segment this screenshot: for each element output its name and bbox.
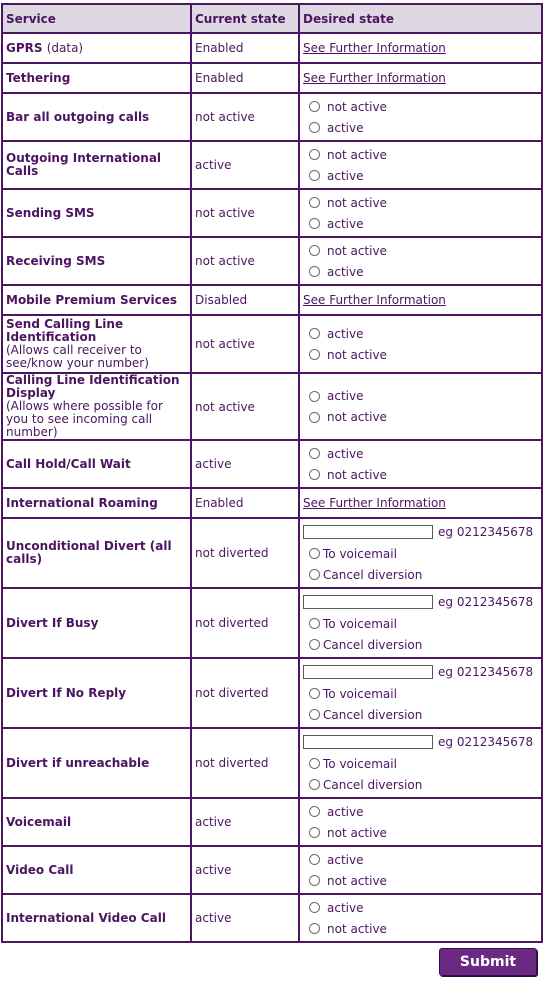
radio-button[interactable] <box>309 197 320 208</box>
radio-button[interactable] <box>309 469 320 480</box>
radio-button[interactable] <box>309 170 320 181</box>
radio-button[interactable] <box>309 448 320 459</box>
radio-option[interactable] <box>303 918 538 939</box>
current-state-cell: not active <box>191 93 299 141</box>
desired-state-cell <box>299 63 542 93</box>
radio-button[interactable] <box>309 101 320 112</box>
table-row <box>2 894 542 942</box>
current-state-cell: not diverted <box>191 588 299 658</box>
radio-option[interactable] <box>303 240 538 261</box>
desired-state-cell <box>299 846 542 894</box>
radio-label: active <box>327 852 364 867</box>
radio-option[interactable] <box>303 870 538 891</box>
desired-state-cell <box>299 33 542 63</box>
current-state-cell: active <box>191 798 299 846</box>
radio-option[interactable] <box>303 822 538 843</box>
service-cell <box>2 658 191 728</box>
desired-state-cell <box>299 285 542 315</box>
table-row <box>2 141 542 189</box>
radio-label: active <box>327 168 364 183</box>
current-state-cell: Enabled <box>191 488 299 518</box>
service-cell <box>2 728 191 798</box>
service-cell <box>2 315 191 373</box>
radio-label: not active <box>327 243 387 258</box>
service-cell <box>2 237 191 285</box>
radio-label: To voicemail <box>323 756 397 771</box>
radio-option[interactable] <box>303 261 538 282</box>
current-state-cell: not active <box>191 315 299 373</box>
radio-option[interactable] <box>303 165 538 186</box>
further-information-link[interactable]: See Further Information <box>303 71 446 85</box>
desired-state-cell <box>299 315 542 373</box>
radio-label: Cancel diversion <box>323 707 423 722</box>
services-table <box>1 3 543 943</box>
service-cell <box>2 588 191 658</box>
radio-label: not active <box>327 921 387 936</box>
further-information-link[interactable]: See Further Information <box>303 41 446 55</box>
radio-label: Cancel diversion <box>323 777 423 792</box>
radio-label: not active <box>327 873 387 888</box>
service-name: Calling Line Identification Display <box>6 373 180 400</box>
radio-label: active <box>327 216 364 231</box>
radio-option[interactable] <box>303 323 538 344</box>
service-name: Receiving SMS <box>6 253 106 268</box>
radio-label: Cancel diversion <box>323 567 423 582</box>
service-cell <box>2 846 191 894</box>
service-name: GPRS <box>6 40 43 55</box>
radio-label: To voicemail <box>323 616 397 631</box>
service-name: Call Hold/Call Wait <box>6 456 131 471</box>
service-cell <box>2 373 191 440</box>
header-current-state: Current state <box>191 4 299 33</box>
header-service: Service <box>2 4 191 33</box>
service-suffix: (data) <box>46 40 84 55</box>
service-cell <box>2 518 191 588</box>
table-row <box>2 518 542 588</box>
divert-number-example: eg 0212345678 <box>438 595 534 609</box>
radio-button[interactable] <box>309 548 320 559</box>
radio-option[interactable] <box>303 464 538 485</box>
service-name: Mobile Premium Services <box>6 292 178 307</box>
current-state-cell: not diverted <box>191 518 299 588</box>
service-cell <box>2 63 191 93</box>
radio-option[interactable] <box>303 344 538 365</box>
radio-label: To voicemail <box>323 686 397 701</box>
service-name: Video Call <box>6 862 74 877</box>
radio-button[interactable] <box>309 122 320 133</box>
table-row <box>2 728 542 798</box>
service-name: Sending SMS <box>6 205 95 220</box>
desired-state-cell <box>299 237 542 285</box>
service-cell <box>2 33 191 63</box>
service-name: Bar all outgoing calls <box>6 109 150 124</box>
further-information-link[interactable]: See Further Information <box>303 293 446 307</box>
desired-state-cell <box>299 488 542 518</box>
radio-label: Cancel diversion <box>323 637 423 652</box>
desired-state-cell <box>299 588 542 658</box>
table-row <box>2 93 542 141</box>
desired-state-cell <box>299 93 542 141</box>
table-row <box>2 33 542 63</box>
submit-button[interactable]: Submit <box>439 948 537 976</box>
current-state-cell: active <box>191 141 299 189</box>
radio-button[interactable] <box>309 902 320 913</box>
table-row <box>2 373 542 440</box>
service-cell <box>2 285 191 315</box>
radio-button[interactable] <box>309 827 320 838</box>
radio-label: active <box>327 900 364 915</box>
radio-button[interactable] <box>309 391 320 402</box>
current-state-cell: Disabled <box>191 285 299 315</box>
radio-label: active <box>327 326 364 341</box>
divert-radio-option[interactable] <box>303 543 538 564</box>
divert-radio-option[interactable] <box>303 774 538 795</box>
desired-state-cell <box>299 141 542 189</box>
divert-number-row <box>303 591 538 613</box>
service-name: Voicemail <box>6 814 72 829</box>
radio-button[interactable] <box>309 875 320 886</box>
service-cell <box>2 798 191 846</box>
radio-option[interactable] <box>303 386 538 407</box>
radio-label: active <box>327 264 364 279</box>
table-row <box>2 285 542 315</box>
radio-button[interactable] <box>309 266 320 277</box>
current-state-cell: not active <box>191 237 299 285</box>
divert-radio-option[interactable] <box>303 634 538 655</box>
radio-button[interactable] <box>309 639 320 650</box>
radio-button[interactable] <box>309 569 320 580</box>
radio-option[interactable] <box>303 192 538 213</box>
service-name: Divert if unreachable <box>6 755 150 770</box>
radio-button[interactable] <box>309 779 320 790</box>
desired-state-cell <box>299 728 542 798</box>
service-cell <box>2 189 191 237</box>
radio-button[interactable] <box>309 709 320 720</box>
radio-label: not active <box>327 467 387 482</box>
radio-button[interactable] <box>309 412 320 423</box>
service-name: International Video Call <box>6 910 166 925</box>
divert-number-example: eg 0212345678 <box>438 525 534 539</box>
service-name: International Roaming <box>6 495 158 510</box>
radio-button[interactable] <box>309 328 320 339</box>
service-cell <box>2 488 191 518</box>
radio-option[interactable] <box>303 96 538 117</box>
table-row <box>2 440 542 488</box>
radio-label: To voicemail <box>323 546 397 561</box>
table-header-row <box>2 4 542 33</box>
table-row <box>2 315 542 373</box>
radio-option[interactable] <box>303 144 538 165</box>
desired-state-cell <box>299 798 542 846</box>
radio-button[interactable] <box>309 854 320 865</box>
divert-number-row <box>303 661 538 683</box>
radio-option[interactable] <box>303 213 538 234</box>
divert-number-row <box>303 731 538 753</box>
service-name: Divert If No Reply <box>6 685 127 700</box>
radio-button[interactable] <box>309 245 320 256</box>
current-state-cell: not active <box>191 373 299 440</box>
table-row <box>2 798 542 846</box>
radio-button[interactable] <box>309 806 320 817</box>
current-state-cell: not diverted <box>191 658 299 728</box>
table-row <box>2 488 542 518</box>
table-row <box>2 846 542 894</box>
table-row <box>2 63 542 93</box>
divert-number-input[interactable] <box>303 525 433 539</box>
radio-label: active <box>327 120 364 135</box>
desired-state-cell <box>299 518 542 588</box>
radio-button[interactable] <box>309 618 320 629</box>
desired-state-cell <box>299 440 542 488</box>
table-row <box>2 189 542 237</box>
service-cell <box>2 93 191 141</box>
radio-option[interactable] <box>303 849 538 870</box>
current-state-cell: not diverted <box>191 728 299 798</box>
further-information-link[interactable]: See Further Information <box>303 496 446 510</box>
current-state-cell: active <box>191 440 299 488</box>
radio-label: active <box>327 804 364 819</box>
radio-label: not active <box>327 410 387 424</box>
service-name: Unconditional Divert (all calls) <box>6 539 172 566</box>
divert-radio-option[interactable] <box>303 704 538 725</box>
service-note: (Allows call receiver to see/know your number) <box>6 343 149 370</box>
divert-radio-option[interactable] <box>303 564 538 585</box>
divert-number-input[interactable] <box>303 665 433 679</box>
service-cell <box>2 894 191 942</box>
desired-state-cell <box>299 373 542 440</box>
radio-button[interactable] <box>309 688 320 699</box>
radio-label: not active <box>327 99 387 114</box>
radio-button[interactable] <box>309 758 320 769</box>
divert-number-input[interactable] <box>303 735 433 749</box>
divert-radio-option[interactable] <box>303 683 538 704</box>
radio-option[interactable] <box>303 801 538 822</box>
service-name: Outgoing International Calls <box>6 151 162 178</box>
header-desired-state: Desired state <box>299 4 542 33</box>
divert-number-example: eg 0212345678 <box>438 735 534 749</box>
desired-state-cell <box>299 894 542 942</box>
radio-option[interactable] <box>303 897 538 918</box>
table-row <box>2 588 542 658</box>
radio-label: not active <box>327 347 387 362</box>
radio-label: not active <box>327 195 387 210</box>
service-cell <box>2 440 191 488</box>
radio-label: not active <box>327 147 387 162</box>
service-name: Send Calling Line Identification <box>6 317 124 344</box>
service-cell <box>2 141 191 189</box>
divert-radio-option[interactable] <box>303 613 538 634</box>
current-state-cell: Enabled <box>191 33 299 63</box>
radio-button[interactable] <box>309 349 320 360</box>
radio-option[interactable] <box>303 117 538 138</box>
current-state-cell: active <box>191 846 299 894</box>
current-state-cell: active <box>191 894 299 942</box>
divert-number-input[interactable] <box>303 595 433 609</box>
radio-button[interactable] <box>309 149 320 160</box>
radio-option[interactable] <box>303 443 538 464</box>
desired-state-cell <box>299 189 542 237</box>
radio-label: not active <box>327 825 387 840</box>
service-name: Tethering <box>6 70 71 85</box>
radio-label: active <box>327 389 364 403</box>
radio-button[interactable] <box>309 218 320 229</box>
service-name: Divert If Busy <box>6 615 99 630</box>
desired-state-cell <box>299 658 542 728</box>
divert-number-row <box>303 521 538 543</box>
divert-number-example: eg 0212345678 <box>438 665 534 679</box>
table-row <box>2 237 542 285</box>
divert-radio-option[interactable] <box>303 753 538 774</box>
table-row <box>2 658 542 728</box>
radio-option[interactable] <box>303 407 538 428</box>
radio-label: active <box>327 446 364 461</box>
current-state-cell: not active <box>191 189 299 237</box>
current-state-cell: Enabled <box>191 63 299 93</box>
service-note: (Allows where possible for you to see incoming call number) <box>6 399 163 439</box>
radio-button[interactable] <box>309 923 320 934</box>
